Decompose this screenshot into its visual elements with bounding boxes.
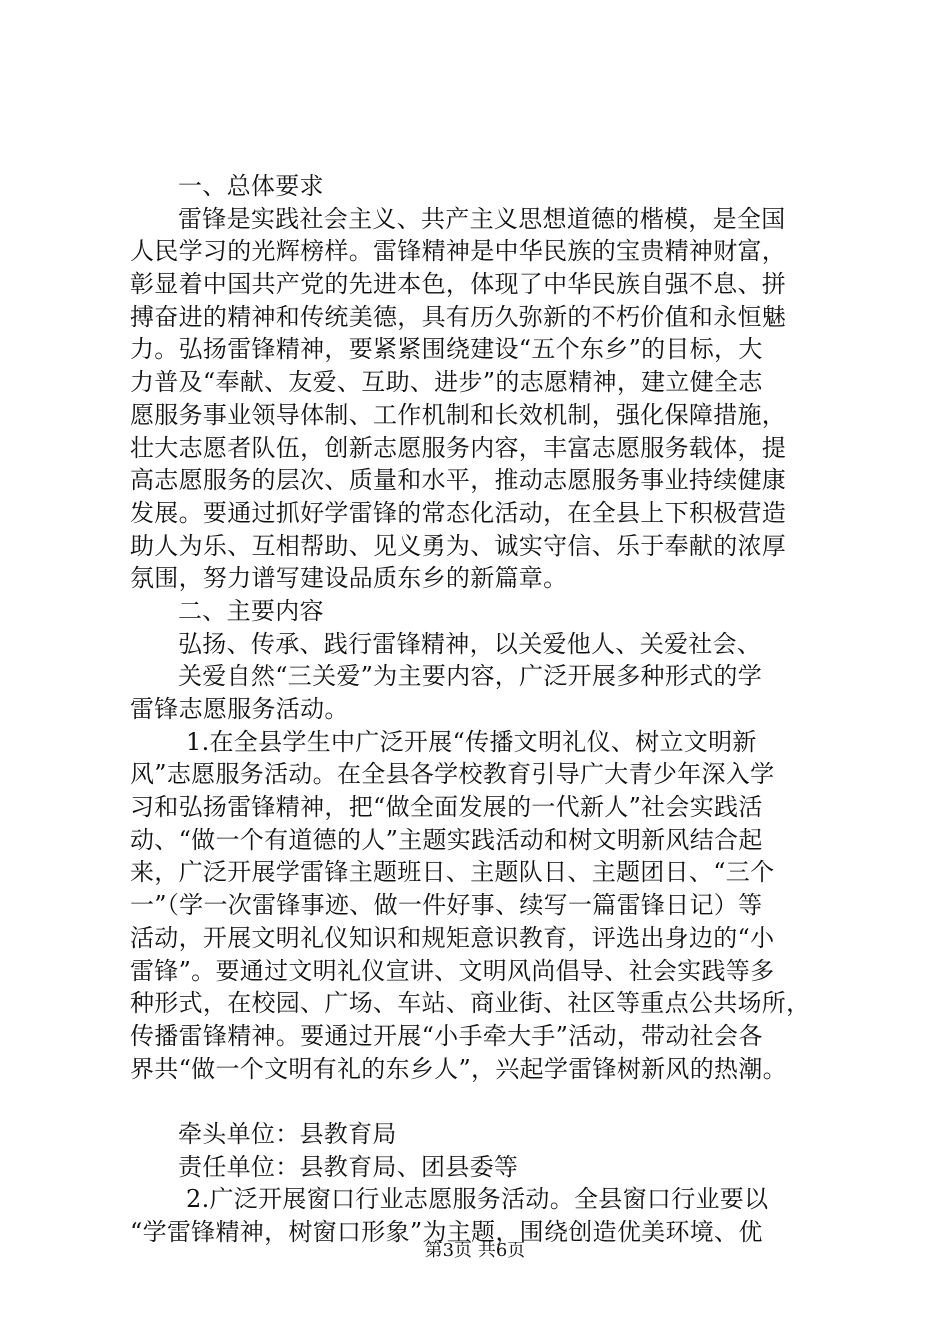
document-body	[130, 170, 850, 1249]
paragraph-line: 力普及“奉献、友爱、互助、进步”的志愿精神，建立健全志	[130, 368, 763, 397]
paragraph-line: 愿服务事业领导体制、工作机制和长效机制，强化保障措施，	[130, 400, 787, 429]
paragraph-line: 来，广泛开展学雷锋主题班日、主题队日、主题团日、“三个	[130, 858, 775, 887]
paragraph-line: 雷锋志愿服务活动。	[130, 695, 349, 723]
paragraph-line: 传播雷锋精神。要通过开展“小手牵大手”活动，带动社会各	[130, 1021, 763, 1050]
paragraph-line: 习和弘扬雷锋精神，把“做全面发展的一代新人”社会实践活	[130, 793, 763, 822]
paragraph-line: 壮大志愿者队伍，创新志愿服务内容，丰富志愿服务载体，提	[130, 433, 787, 462]
paragraph-line: 界共“做一个文明有礼的东乡人”，兴起学雷锋树新风的热潮。	[130, 1054, 787, 1083]
paragraph-line: 彰显着中国共产党的先进本色，体现了中华民族自强不息、拼	[130, 270, 787, 299]
list-item-line: 1.在全县学生中广泛开展“传播文明礼仪、树立文明新	[186, 727, 757, 756]
paragraph-line: 活动，开展文明礼仪知识和规矩意识教育，评选出身边的“小	[130, 923, 775, 952]
paragraph-line: 发展。要通过抓好学雷锋的常态化活动，在全县上下积极营造	[130, 498, 787, 527]
section-heading: 一、总体要求	[178, 172, 324, 200]
paragraph-line: 人民学习的光辉榜样。雷锋精神是中华民族的宝贵精神财富，	[130, 237, 787, 266]
paragraph-line: 一”（学一次雷锋事迹、做一件好事、续写一篇雷锋日记）等	[130, 891, 763, 920]
blank-line	[130, 1085, 850, 1118]
paragraph-line: “学雷锋精神，树窗口形象”为主题，围绕创造优美环境、优	[130, 1218, 763, 1246]
paragraph-line: 雷锋是实践社会主义、共产主义思想道德的楷模，是全国	[178, 204, 786, 233]
paragraph-line: 助人为乐、互相帮助、见义勇为、诚实守信、乐于奉献的浓厚	[130, 531, 787, 560]
paragraph-line: 高志愿服务的层次、质量和水平，推动志愿服务事业持续健康	[130, 466, 787, 495]
section-heading: 二、主要内容	[178, 596, 324, 625]
paragraph-line: 种形式，在校园、广场、车站、商业街、社区等重点公共场所，	[130, 989, 811, 1018]
paragraph-line: 力。弘扬雷锋精神，要紧紧围绕建设“五个东乡”的目标，大	[130, 335, 763, 364]
list-item-line: 2.广泛开展窗口行业志愿服务活动。全县窗口行业要以	[186, 1185, 769, 1214]
responsible-unit-line: 责任单位：县教育局、团县委等	[178, 1152, 519, 1181]
paragraph-line: 风”志愿服务活动。在全县各学校教育引导广大青少年深入学	[130, 760, 775, 789]
paragraph-line: 搏奋进的精神和传统美德，具有历久弥新的不朽价值和永恒魅	[130, 302, 787, 331]
page-number-footer: 第3页 共6页	[424, 1240, 526, 1261]
paragraph-line: 氛围，努力谱写建设品质东乡的新篇章。	[130, 564, 568, 593]
paragraph-line: 关爱自然“三关爱”为主要内容，广泛开展多种形式的学	[178, 662, 763, 691]
paragraph-line: 弘扬、传承、践行雷锋精神，以关爱他人、关爱社会、	[178, 629, 762, 658]
paragraph-line: 动、“做一个有道德的人”主题实践活动和树文明新风结合起	[130, 825, 763, 854]
paragraph-line: 雷锋”。要通过文明礼仪宣讲、文明风尚倡导、社会实践等多	[130, 956, 775, 985]
lead-unit-line: 牵头单位：县教育局	[178, 1119, 397, 1148]
